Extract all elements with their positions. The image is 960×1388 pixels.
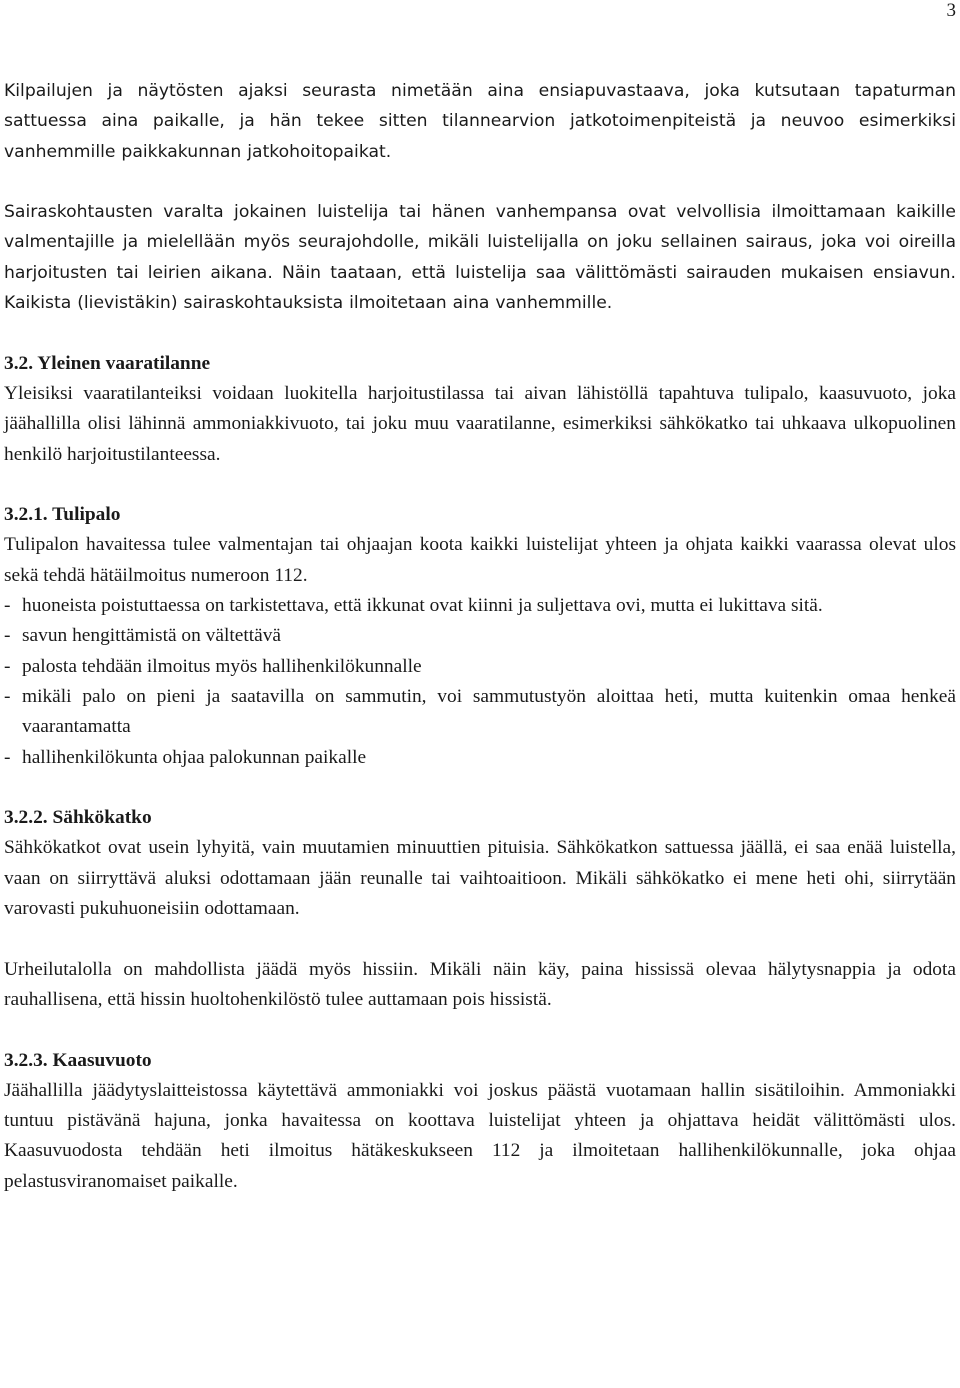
list-item-text: palosta tehdään ilmoitus myös hallihenkilökunnalle	[22, 655, 422, 677]
list-item-text: huoneista poistuttaessa on tarkistettava, että ikkunat ovat kiinni ja suljettava ovi, mutta ei lukittava sitä.	[22, 595, 823, 617]
list-item-text: mikäli palo on pieni ja saatavilla on sammutin, voi sammutustyön aloittaa heti, mutta kuitenkin omaa henkeä vaarantamatta	[22, 685, 956, 738]
list-item	[4, 682, 956, 743]
document-body	[4, 76, 956, 1197]
heading-kaasuvuoto: 3.2.3. Kaasuvuoto	[4, 1049, 152, 1071]
list-item	[4, 591, 956, 621]
paragraph-tulipalo: Tulipalon havaitessa tulee valmentajan tai ohjaajan koota kaikki luistelijat yhteen ja ohjata kaikki vaarassa olevat ulos sekä tehdä hätäilmoitus numeroon 112.	[4, 534, 956, 586]
heading-yleinen-vaaratilanne: 3.2. Yleinen vaaratilanne	[4, 352, 211, 374]
paragraph-kaasuvuoto: Jäähallilla jäädytyslaitteistossa käytettävä ammoniakki voi joskus päästä vuotamaan hallin sisätiloihin. Ammoniakki tuntuu pistävänä hajuna, jonka havaitessa on koottava luistelijat yhteen ja ohjattava heidät välittömästi ulos. Kaasuvuodosta tehdään heti ilmoitus hätäkeskukseen 112 ja ilmoitetaan hallihenkilökunnalle, joka ohjaa pelastusviranomaiset paikalle.	[4, 1079, 956, 1192]
paragraph-first-aid: Kilpailujen ja näytösten ajaksi seurasta nimetään aina ensiapuvastaava, joka kutsutaan tapaturman sattuessa aina paikalle, ja hän tekee sitten tilannearvion jatkotoimenpiteistä ja neuvoo esimerkiksi vanhemmille paikkakunnan jatkohoitopaikat.	[4, 81, 956, 162]
list-item	[4, 621, 956, 651]
heading-sahkokatko: 3.2.2. Sähkökatko	[4, 807, 152, 829]
paragraph-sahkokatko: Sähkökatkot ovat usein lyhyitä, vain muutamien minuuttien pituisia. Sähkökatkon sattuessa jäällä, ei saa enää luistella, vaan on siirryttävä aluksi odottamaan jään reunalle tai vaihtoaitioon. Mikäli sähkökatko ei mene heti ohi, siirrytään varovasti pukuhuoneisiin odottamaan.	[4, 837, 956, 920]
list-item	[4, 743, 956, 773]
list-dash: -	[4, 685, 11, 707]
list-dash: -	[4, 655, 11, 677]
paragraph-hissi: Urheilutalolla on mahdollista jäädä myös hissiin. Mikäli näin käy, paina hississä olevaa hälytysnappia ja odota rauhallisena, että hissin huoltohenkilöstö tulee auttamaan pois hissistä.	[4, 958, 956, 1010]
list-dash: -	[4, 625, 11, 647]
page-number: 3	[946, 0, 956, 21]
list-item-text: hallihenkilökunta ohjaa palokunnan paikalle	[22, 746, 367, 768]
list-item-text: savun hengittämistä on vältettävä	[22, 625, 282, 647]
list-dash: -	[4, 746, 11, 768]
tulipalo-instructions-list	[4, 591, 956, 773]
list-item	[4, 652, 956, 682]
paragraph-yleinen-vaaratilanne: Yleisiksi vaaratilanteiksi voidaan luokitella harjoitustilassa tai aivan lähistöllä tapahtuva tulipalo, kaasuvuoto, joka jäähallilla olisi lähinnä ammoniakkivuoto, tai joku muu vaaratilanne, esimerkiksi sähkökatko tai uhkaava ulkopuolinen henkilö harjoitustilanteessa.	[4, 382, 956, 465]
heading-tulipalo: 3.2.1. Tulipalo	[4, 504, 121, 526]
paragraph-illness: Sairaskohtausten varalta jokainen luistelija tai hänen vanhempansa ovat velvollisia ilmoittamaan kaikille valmentajille ja mielellään myös seurajohdolle, mikäli luistelijalla on joku sellainen sairaus, joka voi oireilla harjoitusten tai leirien aikana. Näin taataan, että luistelija saa välittömästi sairauden mukaisen ensiavun. Kaikista (lievistäkin) sairaskohtauksista ilmoitetaan aina vanhemmille.	[4, 202, 956, 314]
list-dash: -	[4, 595, 11, 617]
